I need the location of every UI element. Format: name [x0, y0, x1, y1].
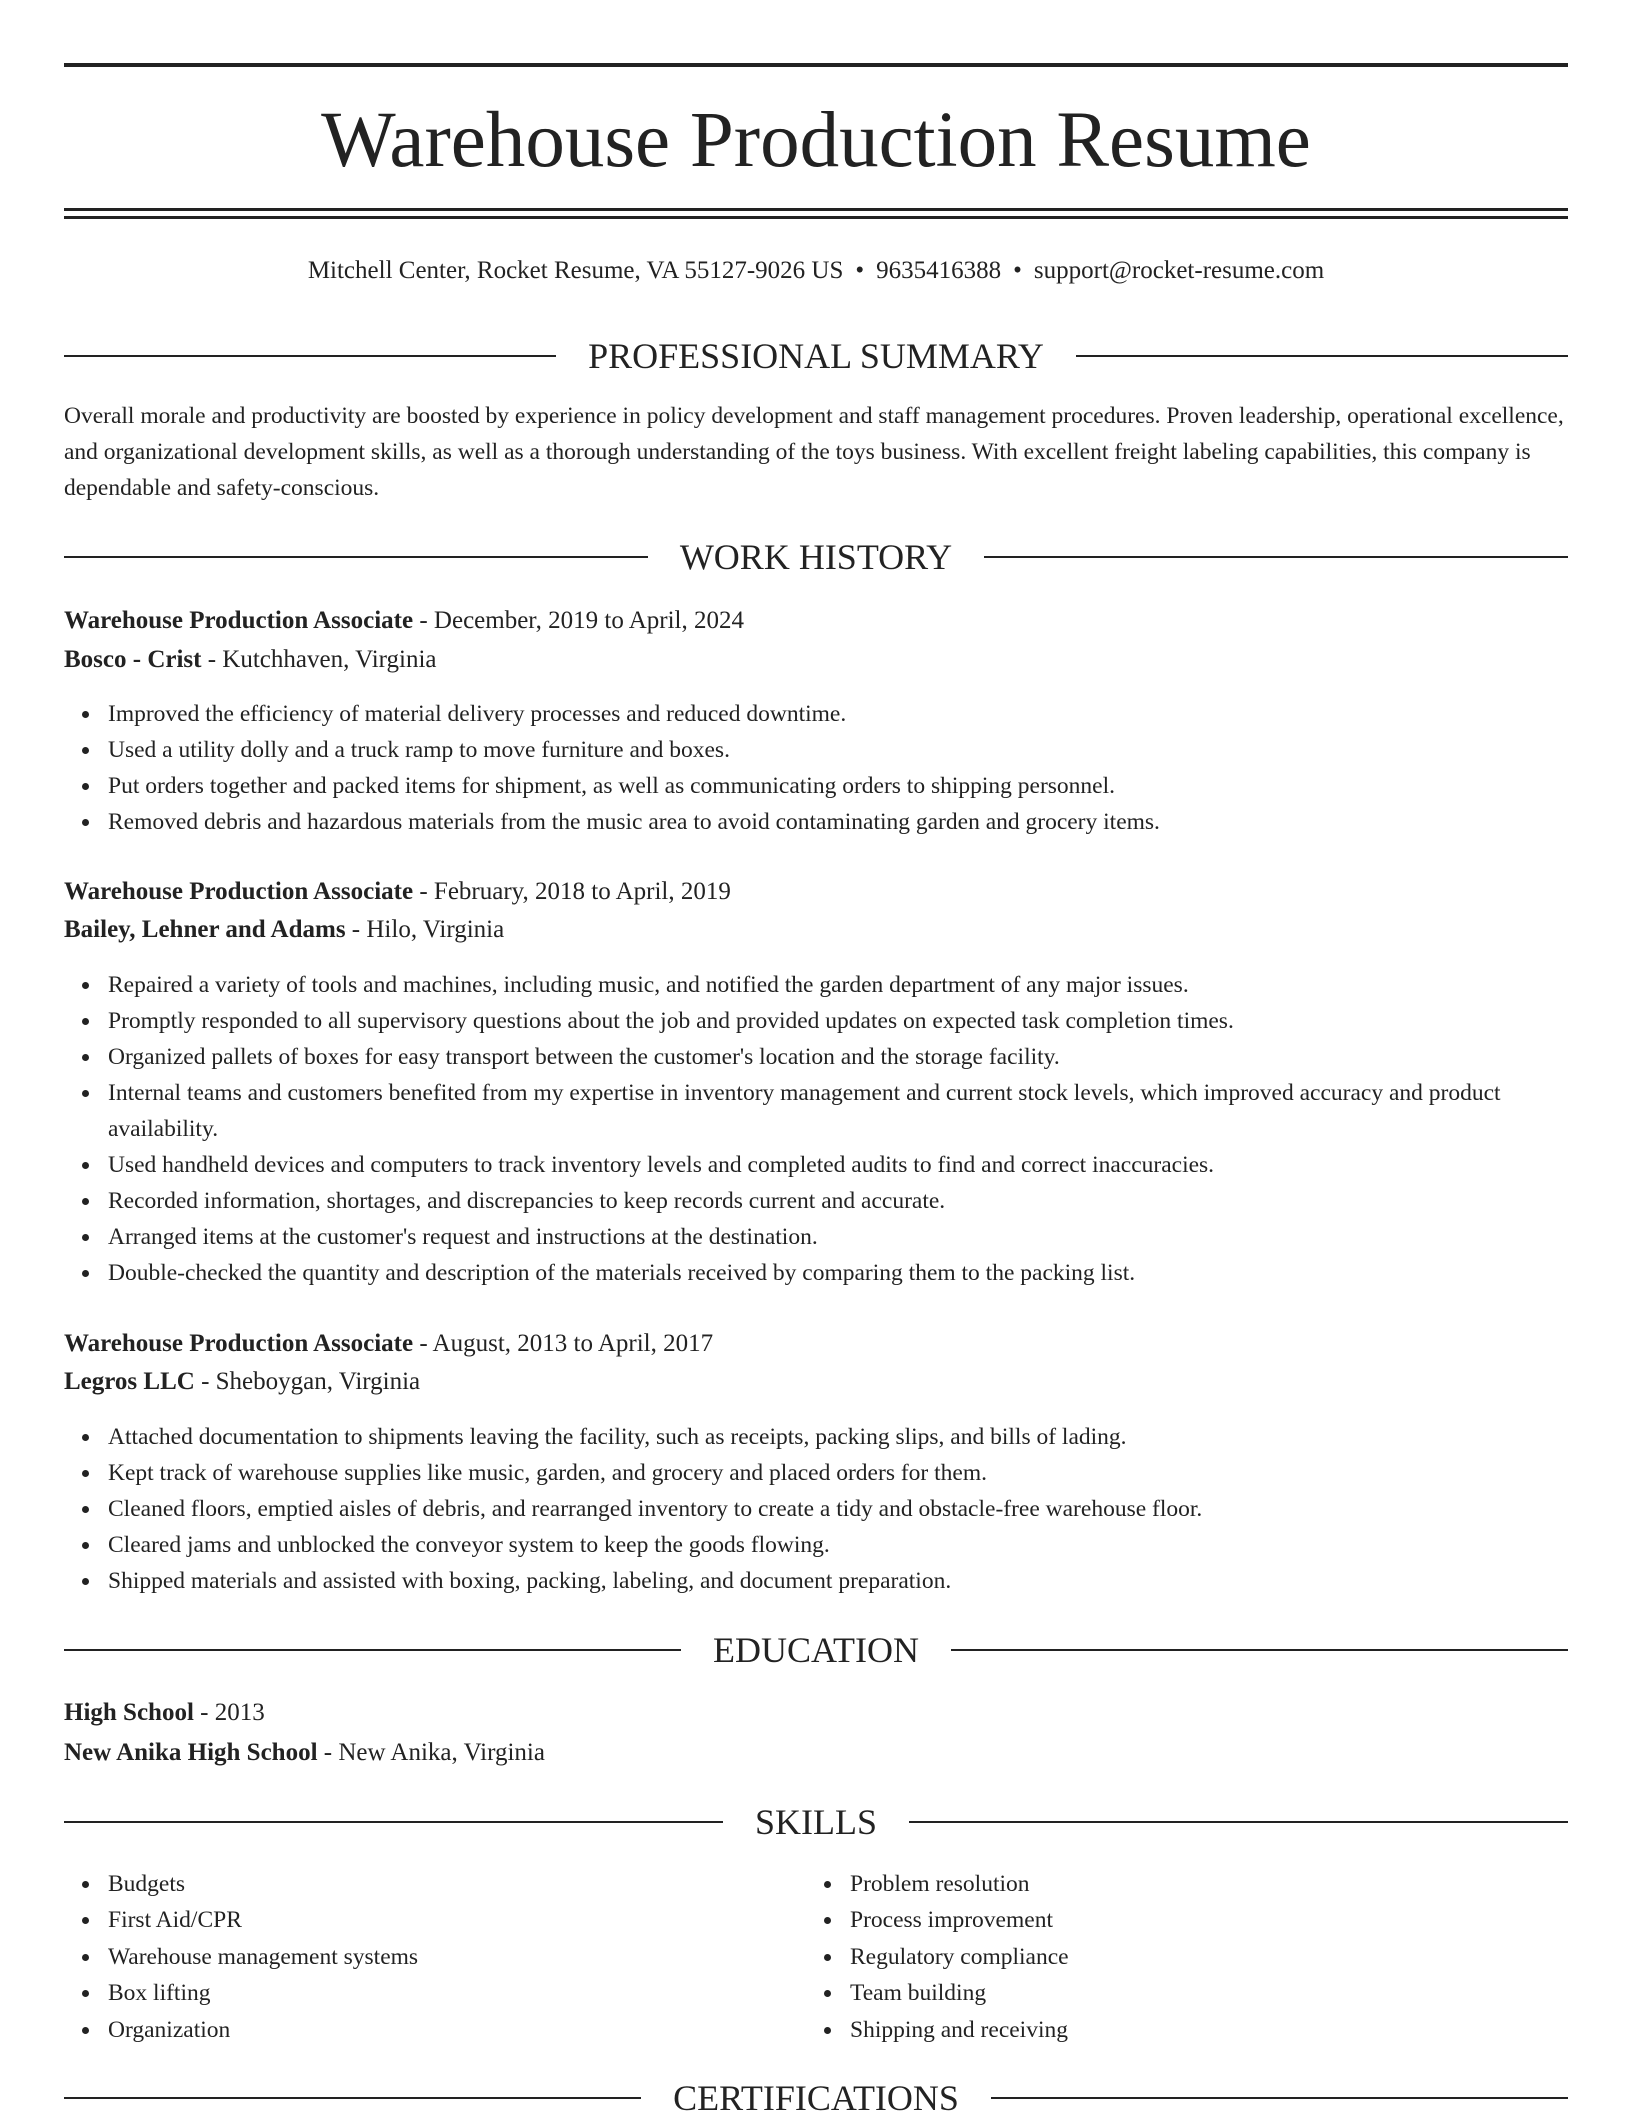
education-school-line [64, 1734, 1568, 1772]
job-bullets [64, 967, 1568, 1291]
section-rule [64, 355, 556, 357]
job-title-line [64, 602, 1568, 640]
list-item: Removed debris and hazardous materials from the music area to avoid contaminating garden and grocery items. [108, 804, 1568, 840]
skills-list-right [806, 1866, 1506, 2048]
section-rule [64, 1649, 681, 1651]
skill-item: Organization [108, 2012, 764, 2048]
skill-item: Warehouse management systems [108, 1939, 764, 1975]
skill-item: Problem resolution [850, 1866, 1506, 1902]
job-company-line [64, 1363, 1568, 1401]
job-title: Warehouse Production Associate [64, 1330, 414, 1357]
list-item: Attached documentation to shipments leaving the facility, such as receipts, packing slips, and bills of lading. [108, 1419, 1568, 1455]
list-item: Double-checked the quantity and description of the materials received by comparing them to the packing list. [108, 1255, 1568, 1291]
resume-title: Warehouse Production Resume [321, 97, 1311, 184]
section-rule [64, 1821, 723, 1823]
job-company-line [64, 641, 1568, 679]
section-title-education: EDUCATION [713, 1630, 919, 1670]
job-location: - Sheboygan, Virginia [194, 1368, 421, 1395]
job-title: Warehouse Production Associate [64, 607, 414, 634]
top-rule [64, 63, 1568, 67]
list-item: Arranged items at the customer's request and instructions at the destination. [108, 1219, 1568, 1255]
list-item: Internal teams and customers benefited from my expertise in inventory management and current stock levels, which improved accuracy and product availability. [108, 1075, 1568, 1147]
section-title-summary: PROFESSIONAL SUMMARY [588, 336, 1044, 376]
section-title-certifications: CERTIFICATIONS [673, 2078, 959, 2118]
list-item: Organized pallets of boxes for easy transport between the customer's location and the storage facility. [108, 1039, 1568, 1075]
job-company: Bailey, Lehner and Adams [64, 916, 346, 943]
contact-separator: • [1013, 257, 1022, 284]
skill-item: Process improvement [850, 1902, 1506, 1938]
education-degree: High School [64, 1699, 194, 1726]
skill-item: Budgets [108, 1866, 764, 1902]
list-item: Cleared jams and unblocked the conveyor system to keep the goods flowing. [108, 1527, 1568, 1563]
contact-address: Mitchell Center, Rocket Resume, VA 55127-9026 US [307, 257, 844, 284]
section-rule [64, 2097, 641, 2099]
job-title: Warehouse Production Associate [64, 878, 414, 905]
section-header-skills [64, 1800, 1568, 1844]
section-header-certifications [64, 2076, 1568, 2120]
list-item: Put orders together and packed items for shipment, as well as communicating orders to shipping personnel. [108, 768, 1568, 804]
skills-list-left [64, 1866, 764, 2048]
job-company-line [64, 911, 1568, 949]
job-title-line [64, 1325, 1568, 1363]
list-item: Used handheld devices and computers to track inventory levels and completed audits to find and correct inaccuracies. [108, 1147, 1568, 1183]
skill-item: First Aid/CPR [108, 1902, 764, 1938]
job-company: Bosco - Crist [64, 646, 202, 673]
job-dates: - August, 2013 to April, 2017 [413, 1330, 714, 1357]
section-header-summary [64, 334, 1568, 378]
section-rule [984, 556, 1568, 558]
list-item: Improved the efficiency of material delivery processes and reduced downtime. [108, 696, 1568, 732]
contact-separator: • [855, 257, 865, 284]
job-location: - Kutchhaven, Virginia [201, 646, 437, 673]
job-location: - Hilo, Virginia [345, 916, 505, 943]
skill-item: Regulatory compliance [850, 1939, 1506, 1975]
list-item: Kept track of warehouse supplies like music, garden, and grocery and placed orders for them. [108, 1455, 1568, 1491]
job-dates: - February, 2018 to April, 2019 [413, 878, 731, 905]
job-title-line [64, 873, 1568, 911]
skill-item: Team building [850, 1975, 1506, 2011]
section-title-skills: SKILLS [755, 1802, 878, 1842]
education-school: New Anika High School [64, 1739, 318, 1766]
contact-email: support@rocket-resume.com [1033, 257, 1325, 284]
job-company: Legros LLC [64, 1368, 195, 1395]
list-item: Used a utility dolly and a truck ramp to move furniture and boxes. [108, 732, 1568, 768]
summary-text: Overall morale and productivity are boosted by experience in policy development and staff management procedures. Proven leadership, operational excellence, and organizational development skills, as well as a thorough understanding of the toys business. With excellent freight labeling capabilities, this company is dependable and safety-conscious. [64, 403, 1564, 501]
section-rule [64, 556, 648, 558]
education-degree-line [64, 1694, 1568, 1732]
section-title-work-history: WORK HISTORY [679, 537, 953, 577]
skill-item: Box lifting [108, 1975, 764, 2011]
list-item: Recorded information, shortages, and discrepancies to keep records current and accurate. [108, 1183, 1568, 1219]
title-rule-lower [64, 216, 1568, 219]
list-item: Shipped materials and assisted with boxing, packing, labeling, and document preparation. [108, 1563, 1568, 1599]
list-item: Repaired a variety of tools and machines, including music, and notified the garden department of any major issues. [108, 967, 1568, 1003]
section-rule [951, 1649, 1568, 1651]
list-item: Cleaned floors, emptied aisles of debris, and rearranged inventory to create a tidy and obstacle-free warehouse floor. [108, 1491, 1568, 1527]
section-header-education [64, 1628, 1568, 1672]
skill-item: Shipping and receiving [850, 2012, 1506, 2048]
section-rule [991, 2097, 1568, 2099]
job-bullets [64, 696, 1568, 840]
title-rule-upper [64, 208, 1568, 211]
contact-line [64, 253, 1568, 289]
job-dates: - December, 2019 to April, 2024 [413, 607, 744, 634]
job-bullets [64, 1419, 1568, 1599]
section-rule [909, 1821, 1568, 1823]
contact-phone: 9635416388 [876, 257, 1002, 284]
education-year: - 2013 [193, 1699, 265, 1726]
section-header-work-history [64, 535, 1568, 579]
section-rule [1076, 355, 1568, 357]
list-item: Promptly responded to all supervisory questions about the job and provided updates on expected task completion times. [108, 1003, 1568, 1039]
education-location: - New Anika, Virginia [317, 1739, 545, 1766]
